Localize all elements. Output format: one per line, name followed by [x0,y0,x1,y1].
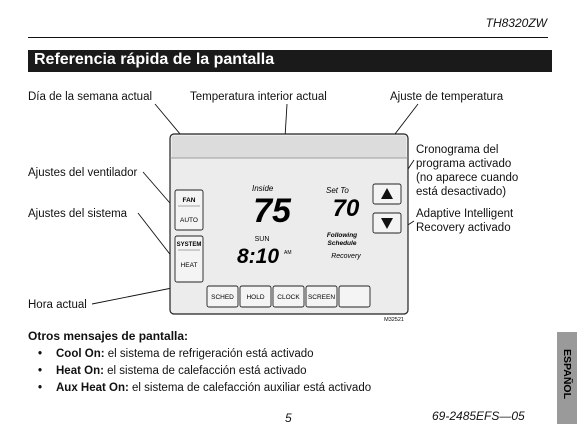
following-line-1: Following [326,232,358,239]
set-temp: 70 [332,195,360,222]
callout-time: Hora actual [28,299,87,311]
callout-day: Día de la semana actual [28,91,153,103]
am-pm: AM [284,250,292,256]
callout-schedule-1: Cronograma del [416,144,499,156]
other-messages-heading: Otros mensajes de pantalla: [28,329,189,343]
inside-temp: 75 [253,192,291,230]
inside-label: Inside [252,184,274,193]
callout-setpoint: Ajuste de temperatura [390,91,504,103]
sched-label: SCHED [211,294,234,301]
bullet-icon: • [38,348,43,360]
message-text: el sistema de calefacción auxiliar está activado [128,382,372,394]
message-text: el sistema de refrigeración está activado [104,348,314,360]
message-term: Aux Heat On: [56,382,129,394]
callout-fan: Ajustes del ventilador [28,167,138,179]
message-term: Heat On: [56,365,104,377]
document-id: 69-2485EFS—05 [432,409,525,423]
clock-label: CLOCK [277,294,300,301]
figure-id: M32521 [384,317,404,323]
message-term: Cool On: [56,348,105,360]
set-to-label: Set To [326,186,349,195]
time-display: 8:10 [236,245,280,268]
callout-schedule-4: está desactivado) [416,186,507,198]
section-title: Referencia rápida de la pantalla [34,51,275,68]
day-display: SUN [254,236,270,243]
other-messages-list [38,346,371,397]
system-mode: HEAT [180,262,198,269]
callout-recovery-2: Recovery activado [416,222,511,234]
hold-label: HOLD [246,294,265,301]
list-item [38,380,371,397]
page-number: 5 [285,411,292,425]
fan-mode: AUTO [180,217,198,224]
callout-schedule-2: programa activado [416,158,512,170]
fan-label: FAN [182,197,196,204]
callout-schedule-3: (no aparece cuando [416,172,519,184]
list-item [38,346,371,363]
blank-button[interactable] [339,286,370,307]
language-tab-label: ESPAÑOL [561,349,573,399]
system-label: SYSTEM [176,242,202,248]
screen-label: SCREEN [307,294,336,301]
bullet-icon: • [38,365,43,377]
fan-button[interactable] [175,190,203,230]
list-item [38,363,371,380]
recovery-display: Recovery [331,253,361,260]
message-text: el sistema de calefacción está activado [103,365,307,377]
following-line-2: Schedule [327,240,357,247]
model-number: TH8320ZW [485,16,547,30]
bullet-icon: • [38,382,43,394]
callout-recovery-1: Adaptive Intelligent [416,208,514,220]
callout-system: Ajustes del sistema [28,208,128,220]
callout-indoor-temp: Temperatura interior actual [190,91,327,103]
thermostat-top-strip [172,136,406,158]
